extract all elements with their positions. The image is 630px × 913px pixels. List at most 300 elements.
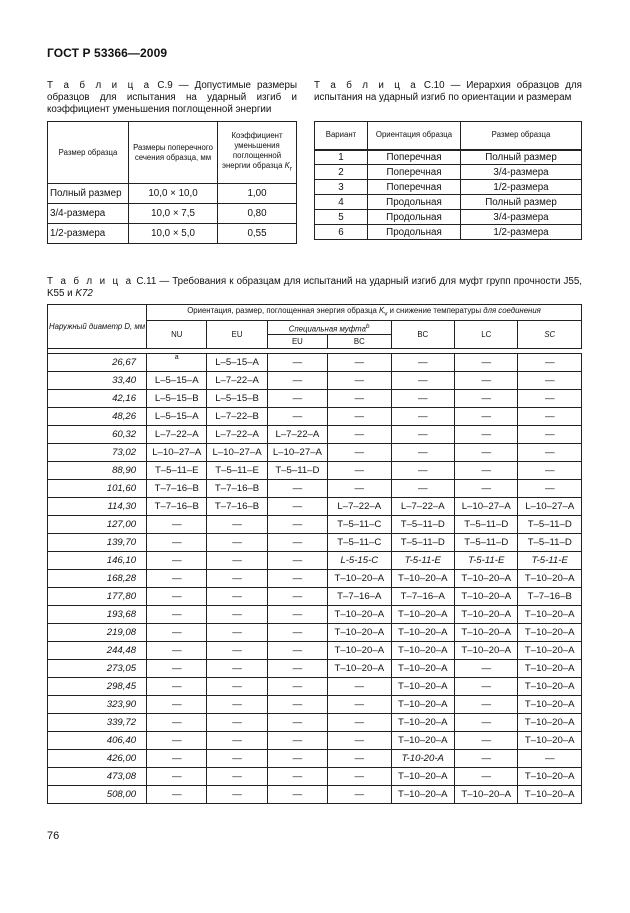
table-c11-row — [48, 696, 582, 714]
table-c11-row-cell: — — [455, 714, 518, 732]
table-c11-row-cell: T–10–20–A — [518, 660, 582, 678]
table-c11-row-cell: 339,72 — [48, 714, 147, 732]
table-c10-row-cell: 3 — [315, 180, 368, 195]
table-c11-row-cell: T–5–11–E — [147, 462, 207, 480]
table-c11-row-cell: 42,16 — [48, 390, 147, 408]
table-c11-row-cell: — — [391, 444, 454, 462]
table-c11-row-cell: — — [328, 786, 391, 804]
table-c9-row-cell: 1/2-размера — [48, 224, 129, 244]
table-c11-row-cell: T–10–20–A — [391, 786, 454, 804]
table-c11-row-cell: 146,10 — [48, 552, 147, 570]
table-c11-row-cell: T–10–20–A — [455, 570, 518, 588]
table-c11-row — [48, 552, 582, 570]
table-c11-row-cell: T–10–20–A — [455, 588, 518, 606]
table-c11-row-cell: 127,00 — [48, 516, 147, 534]
table-c11-row-cell: 219,08 — [48, 624, 147, 642]
table-c11-row-cell: — — [207, 534, 267, 552]
table-c11-row-cell: 101,60 — [48, 480, 147, 498]
table-c11-row-cell: — — [455, 678, 518, 696]
table-c11-row-cell: — — [328, 444, 391, 462]
table-c11-row-cell: — — [328, 408, 391, 426]
table-c11-row-cell: 298,45 — [48, 678, 147, 696]
table-c11-row-cell: — — [147, 786, 207, 804]
table-c11-row-cell: — — [267, 570, 327, 588]
table-c11-row-cell: T–7–16–B — [207, 480, 267, 498]
table-c11-row-cell: — — [518, 408, 582, 426]
table-c11-row-cell: — — [328, 714, 391, 732]
table-c11-head-group-c: для соединения — [483, 306, 541, 316]
table-c10-row-cell: 4 — [315, 195, 368, 210]
table-c11-row-cell: T–10–20–A — [328, 642, 391, 660]
table-c11-row-cell: T–10–20–A — [391, 678, 454, 696]
table-c11-row-cell: T–10–20–A — [455, 786, 518, 804]
table-c11-row-cell: — — [455, 462, 518, 480]
table-c11-row-cell: T–5–11–D — [267, 462, 327, 480]
table-c10-row — [315, 210, 582, 225]
table-c11-row-cell: — — [518, 480, 582, 498]
table-c11-head-sc: SC — [518, 321, 582, 349]
table-c11-row-cell: 88,90 — [48, 462, 147, 480]
table-c11-head-bc: BC — [391, 321, 454, 349]
table-c11-row-cell: — — [518, 462, 582, 480]
table-c10-row-cell: Полный размер — [461, 195, 582, 210]
table-c11-row-cell: 406,40 — [48, 732, 147, 750]
table-c11-row — [48, 624, 582, 642]
table-c10-caption-text: С.10 — Иерархия образцов для испытания на ударный изгиб по ориентации и размерам — [314, 80, 582, 103]
table-c11-row-cell: — — [267, 768, 327, 786]
table-c11-row-cell: — — [328, 354, 391, 372]
table-c11-row-cell: T–10–20–A — [518, 714, 582, 732]
table-c11-row-cell: — — [391, 426, 454, 444]
table-c11-row-cell: 60,32 — [48, 426, 147, 444]
table-c11-row-cell: — — [147, 642, 207, 660]
table-c9-head-section: Размеры поперечного сечения образца, мм — [129, 122, 218, 184]
table-c10-row-cell: Продольная — [368, 225, 461, 240]
table-c11-row-cell: T–5–11–D — [455, 534, 518, 552]
table-c11-row-cell: — — [147, 570, 207, 588]
table-c11-row-cell: — — [267, 372, 327, 390]
table-c10-row-cell: Продольная — [368, 210, 461, 225]
table-c11-row-cell: 508,00 — [48, 786, 147, 804]
table-c9-row-cell: 10,0 × 7,5 — [129, 204, 218, 224]
table-c11-row-cell: — — [455, 390, 518, 408]
table-c11-row-cell: T–10–20–A — [391, 660, 454, 678]
table-c11-row-cell: — — [267, 354, 327, 372]
table-c11-head-group-a: Ориентация, размер, поглощенная энергия образца — [187, 306, 377, 316]
table-c11-row — [48, 606, 582, 624]
table-c11-row-cell: 139,70 — [48, 534, 147, 552]
table-c11-row-cell: T–5–11–D — [391, 516, 454, 534]
table-c11-row-cell: L–7–22–A — [147, 426, 207, 444]
table-c11-row-cell: L–10–27–A — [518, 498, 582, 516]
table-c10-row-cell: 5 — [315, 210, 368, 225]
table-c11-row-cell: T–10–20–A — [391, 696, 454, 714]
table-c11-row-cell: — — [267, 408, 327, 426]
table-c11-head-special-eu: EU — [267, 335, 327, 349]
table-c11-caption-text: С.11 — Требования к образцам для испытаний на ударный изгиб для муфт групп прочности J55, K55 и — [47, 276, 582, 299]
table-c11-row-cell: — — [147, 696, 207, 714]
table-c11-row-cell: L–5–15–A — [147, 372, 207, 390]
table-c11-row-cell: L-5-15-C — [328, 552, 391, 570]
table-c11-row-cell: L–7–22–A — [207, 372, 267, 390]
table-c11-row-cell: T-10-20-A — [391, 750, 454, 768]
table-c11-row-cell: — — [328, 678, 391, 696]
table-c11-row-cell: — — [207, 552, 267, 570]
table-c11-row — [48, 714, 582, 732]
table-c11-head-group — [147, 305, 582, 321]
table-c11-row-cell: — — [328, 480, 391, 498]
table-c11-row-cell: — — [267, 714, 327, 732]
table-c11-row-cell: — — [207, 732, 267, 750]
table-c11-row-cell: — — [147, 624, 207, 642]
table-c11-row-cell: — — [391, 390, 454, 408]
table-c9-head-coef — [218, 122, 297, 184]
table-c11-row-cell: T–10–20–A — [391, 732, 454, 750]
table-c9-row — [48, 204, 297, 224]
table-c11-row — [48, 732, 582, 750]
table-c11-row — [48, 768, 582, 786]
table-c10-body — [315, 150, 582, 240]
table-c11-row-cell: — — [518, 354, 582, 372]
table-c11-row-cell: — — [207, 570, 267, 588]
table-c11-row-cell: — — [147, 678, 207, 696]
table-c11-caption — [47, 276, 582, 300]
table-c11-row-cell: — — [455, 750, 518, 768]
table-c11-row-cell: — — [207, 588, 267, 606]
table-c11-row-cell: T-5-11-E — [518, 552, 582, 570]
table-c11-row-cell: 426,00 — [48, 750, 147, 768]
table-c11-row-cell: T–10–20–A — [455, 642, 518, 660]
table-c10-head-orientation: Ориентация образца — [368, 122, 461, 150]
table-c11-body — [48, 354, 582, 804]
table-c11-row-cell: — — [455, 660, 518, 678]
document-header: ГОСТ Р 53366—2009 — [47, 46, 168, 60]
table-c11-row-cell: L–5–15–A — [207, 354, 267, 372]
table-c11-row-cell: L–7–22–A — [207, 426, 267, 444]
table-c11-row-cell: T–10–20–A — [391, 624, 454, 642]
table-c11-row-cell: L–5–15–B — [207, 390, 267, 408]
table-c11-row — [48, 498, 582, 516]
table-c11-row-cell: — — [207, 696, 267, 714]
table-c11-row-cell: 273,05 — [48, 660, 147, 678]
table-c11-head-special-sup: b — [365, 322, 370, 330]
table-c11-row-cell: T–7–16–B — [147, 480, 207, 498]
table-c11-row-cell: — — [147, 750, 207, 768]
table-c11-row-cell: — — [267, 732, 327, 750]
table-c9-label: Т а б л и ц а — [47, 80, 152, 91]
table-c11-row-cell: T–10–20–A — [518, 624, 582, 642]
table-c11-row-cell: — — [518, 372, 582, 390]
table-c11-row-cell: — — [147, 588, 207, 606]
table-c11-row — [48, 390, 582, 408]
table-c11-row — [48, 660, 582, 678]
table-c11-row-cell: — — [267, 534, 327, 552]
table-c10-row — [315, 195, 582, 210]
table-c11-row-cell: — — [455, 768, 518, 786]
table-c11-head-group-b: и снижение температуры — [389, 306, 482, 316]
table-c11-row-cell: T–10–20–A — [391, 768, 454, 786]
table-c9-row-cell: 3/4-размера — [48, 204, 129, 224]
table-c11-row-cell: — — [328, 372, 391, 390]
table-c11-row-cell: — — [147, 714, 207, 732]
table-c11-row — [48, 786, 582, 804]
table-c9-head-coef-sub: r — [289, 165, 292, 173]
table-c9 — [47, 121, 297, 244]
table-c11-row-cell: L–7–22–A — [391, 498, 454, 516]
table-c11-row — [48, 678, 582, 696]
table-c11-row-cell: T–10–20–A — [455, 624, 518, 642]
table-c11-row-cell: — — [518, 444, 582, 462]
table-c10-label: Т а б л и ц а — [314, 80, 418, 91]
table-c11-row-cell: — — [207, 516, 267, 534]
table-c11-row-cell: 244,48 — [48, 642, 147, 660]
table-c11-row-cell: T–10–20–A — [328, 660, 391, 678]
table-c11-row-cell: T–10–20–A — [518, 606, 582, 624]
table-c11-row-cell: L–7–22–B — [207, 408, 267, 426]
table-c11-row-cell: T–10–20–A — [391, 642, 454, 660]
table-c11-row — [48, 354, 582, 372]
table-c11-row-cell: T–5–11–D — [455, 516, 518, 534]
table-c11-row — [48, 408, 582, 426]
table-c11-row-cell: — — [267, 696, 327, 714]
table-c11-row-cell: L–5–15–A — [147, 408, 207, 426]
table-c10-row-cell: Поперечная — [368, 180, 461, 195]
table-c11-row-cell: T–10–20–A — [518, 732, 582, 750]
table-c11-row-cell: 323,90 — [48, 696, 147, 714]
table-c11-row-cell: — — [455, 480, 518, 498]
table-c11-row-cell: — — [391, 480, 454, 498]
table-c11-row-cell: — — [267, 660, 327, 678]
table-c11-row-cell: — — [207, 642, 267, 660]
table-c9-head-size: Размер образца — [48, 122, 129, 184]
table-c11-row-cell: T–10–20–A — [391, 570, 454, 588]
table-c11-row-cell: T–10–20–A — [518, 678, 582, 696]
table-c11-row-cell: — — [391, 372, 454, 390]
table-c9-head-coef-symbol: K — [284, 160, 290, 170]
table-c11-row — [48, 426, 582, 444]
table-c11-row-cell: — — [267, 516, 327, 534]
table-c10-row — [315, 180, 582, 195]
table-c10-row — [315, 225, 582, 240]
table-c11-row-cell: L–10–27–A — [267, 444, 327, 462]
table-c11 — [47, 304, 582, 804]
table-c11-row-cell: L–10–27–A — [147, 444, 207, 462]
table-c11-row-cell: — — [328, 768, 391, 786]
table-c11-row-cell: — — [207, 660, 267, 678]
table-c10-row-cell: Полный размер — [461, 150, 582, 165]
table-c11-head-lc: LC — [455, 321, 518, 349]
table-c9-head-coef-text: Коэффициент уменьшения поглощенной энергии образца — [222, 130, 283, 170]
table-c9-row-cell: 10,0 × 10,0 — [129, 184, 218, 204]
table-c11-row-cell: T–10–20–A — [328, 570, 391, 588]
table-c11-row-cell: — — [267, 390, 327, 408]
table-c11-row-cell: T–10–20–A — [518, 768, 582, 786]
table-c11-row-cell: 26,67 — [48, 354, 147, 372]
table-c11-row — [48, 372, 582, 390]
table-c11-row-cell: T–5–11–C — [328, 534, 391, 552]
table-c11-row-cell: — — [267, 498, 327, 516]
table-c11-row-cell: — — [207, 768, 267, 786]
table-c11-caption-end: K72 — [75, 288, 93, 299]
table-c11-row-cell: — — [518, 426, 582, 444]
table-c11-row-cell: — — [518, 750, 582, 768]
table-c10-head-size: Размер образца — [461, 122, 582, 150]
table-c11-row-cell: — — [147, 606, 207, 624]
table-c11-row-cell: — — [207, 786, 267, 804]
table-c11-row-cell: 33,40 — [48, 372, 147, 390]
table-c11-head-special-text: Специальная муфта — [288, 324, 366, 334]
table-c11-row-cell: T–5–11–C — [328, 516, 391, 534]
table-c11-head-special — [267, 321, 391, 335]
table-c11-row-cell: L–7–22–A — [267, 426, 327, 444]
table-c10-head-variant: Вариант — [315, 122, 368, 150]
table-c11-row-cell: T–10–20–A — [391, 606, 454, 624]
table-c11-row-cell: 48,26 — [48, 408, 147, 426]
table-c11-row — [48, 444, 582, 462]
table-c11-row-cell: T–10–20–A — [391, 714, 454, 732]
table-c11-row — [48, 570, 582, 588]
table-c11-row-cell: — — [518, 390, 582, 408]
table-c11-row-cell: T–10–20–A — [455, 606, 518, 624]
table-c11-head-nu: NU — [147, 321, 207, 349]
table-c11-row-cell: — — [328, 696, 391, 714]
table-c10-row-cell: 1/2-размера — [461, 225, 582, 240]
table-c11-head-group-k: K — [379, 306, 385, 316]
page-number: 76 — [47, 830, 60, 842]
table-c10-row-cell: Поперечная — [368, 165, 461, 180]
table-c10-row — [315, 150, 582, 165]
table-c10-row-cell: Продольная — [368, 195, 461, 210]
table-c11-row-cell: — — [267, 606, 327, 624]
table-c11-row-cell: — — [328, 390, 391, 408]
table-c11-row-cell: — — [147, 732, 207, 750]
table-c11-row-cell: — — [391, 408, 454, 426]
table-c9-row-cell: 1,00 — [218, 184, 297, 204]
table-c11-head-diameter: Наружный диаметр D, мм — [48, 305, 147, 349]
table-c11-label: Т а б л и ц а — [47, 276, 134, 287]
table-c11-row-cell: — — [147, 534, 207, 552]
table-c11-head-eu: EU — [207, 321, 267, 349]
table-c11-row-cell: T–10–20–A — [518, 696, 582, 714]
table-c11-row-cell: 168,28 — [48, 570, 147, 588]
table-c11-row-cell: — — [267, 480, 327, 498]
table-c11-head-group-sub: v — [384, 310, 388, 318]
table-c11-row-cell: T-5-11-E — [455, 552, 518, 570]
table-c11-head-special-bc: BC — [328, 335, 391, 349]
table-c11-row-cell: — — [328, 426, 391, 444]
table-c11-row-cell: — — [147, 660, 207, 678]
table-c9-caption — [47, 80, 297, 116]
table-c11-row-cell: — — [147, 516, 207, 534]
table-c11-row-cell: — — [267, 678, 327, 696]
table-c9-caption-text: С.9 — Допустимые размеры образцов для испытания на ударный изгиб и коэффициент уменьшения поглощенной энергии — [47, 80, 297, 115]
table-c11-row-cell: L–10–27–A — [207, 444, 267, 462]
table-c11-row-cell: — — [328, 732, 391, 750]
table-c11-row-cell: — — [455, 732, 518, 750]
table-c11-row-cell: — — [267, 750, 327, 768]
table-c11-row-cell: T–10–20–A — [328, 624, 391, 642]
table-c9-row-cell: 10,0 × 5,0 — [129, 224, 218, 244]
table-c11-row-cell: 73,02 — [48, 444, 147, 462]
table-c11-row — [48, 642, 582, 660]
table-c11-row-cell: T–5–11–D — [518, 534, 582, 552]
table-c10-row-cell: 3/4-размера — [461, 165, 582, 180]
table-c11-row-cell: — — [267, 552, 327, 570]
table-c11-row-cell: — — [207, 678, 267, 696]
table-c11-row-cell: — — [391, 462, 454, 480]
table-c9-row-cell: 0,80 — [218, 204, 297, 224]
table-c11-row-cell: — — [455, 354, 518, 372]
table-c11-row-cell: — — [391, 354, 454, 372]
table-c11-row-cell: 193,68 — [48, 606, 147, 624]
table-c11-row-cell: — — [455, 426, 518, 444]
table-c11-row-cell: T–7–16–A — [328, 588, 391, 606]
table-c11-row — [48, 750, 582, 768]
table-c10-row — [315, 165, 582, 180]
table-c11-row-cell: — — [267, 786, 327, 804]
table-c11-row-cell: T–5–11–E — [207, 462, 267, 480]
table-c11-row-cell: — — [455, 372, 518, 390]
table-c9-body — [48, 184, 297, 244]
table-c10-row-cell: 2 — [315, 165, 368, 180]
table-c11-row-cell: T–7–16–B — [518, 588, 582, 606]
table-c11-row-cell: — — [147, 552, 207, 570]
table-c10-caption — [314, 80, 582, 104]
table-c11-row-cell: T–5–11–D — [391, 534, 454, 552]
table-c11-row-cell: T–7–16–A — [391, 588, 454, 606]
table-c10 — [314, 121, 582, 240]
table-c11-row-cell: — — [267, 642, 327, 660]
table-c11-row-cell: T–7–16–B — [207, 498, 267, 516]
table-c11-row — [48, 480, 582, 498]
table-c9-row — [48, 224, 297, 244]
table-c11-row — [48, 534, 582, 552]
table-c11-row-cell: L–7–22–A — [328, 498, 391, 516]
table-c11-row-cell: — — [328, 462, 391, 480]
table-c11-row-cell: T–7–16–B — [147, 498, 207, 516]
table-c11-row-cell: — — [207, 750, 267, 768]
table-c11-row-cell: — — [455, 696, 518, 714]
table-c11-row-cell: 473,08 — [48, 768, 147, 786]
table-c11-row-cell: T-5-11-E — [391, 552, 454, 570]
table-c11-row-cell: T–10–20–A — [518, 786, 582, 804]
table-c9-row — [48, 184, 297, 204]
table-c11-row — [48, 516, 582, 534]
table-c10-row-cell: Поперечная — [368, 150, 461, 165]
table-c10-row-cell: 1/2-размера — [461, 180, 582, 195]
table-c11-row-cell: T–5–11–D — [518, 516, 582, 534]
table-c11-row-cell: T–10–20–A — [518, 570, 582, 588]
table-c11-row-cell: — — [207, 606, 267, 624]
table-c11-row-cell: T–10–20–A — [518, 642, 582, 660]
table-c11-row-cell: — — [207, 714, 267, 732]
table-c11-row-cell: — — [207, 624, 267, 642]
table-c11-row — [48, 588, 582, 606]
table-c9-row-cell: Полный размер — [48, 184, 129, 204]
table-c11-row-cell: — — [328, 750, 391, 768]
table-c11-row-cell: 114,30 — [48, 498, 147, 516]
table-c11-row — [48, 462, 582, 480]
table-c11-row-cell: 177,80 — [48, 588, 147, 606]
table-c11-row-cell: — — [267, 588, 327, 606]
table-c10-row-cell: 3/4-размера — [461, 210, 582, 225]
table-c11-row-cell: L–5–15–B — [147, 390, 207, 408]
table-c11-row-cell: — — [455, 444, 518, 462]
table-c10-row-cell: 6 — [315, 225, 368, 240]
table-c11-row-cell: L–10–27–A — [455, 498, 518, 516]
table-c11-row-cell: — — [455, 408, 518, 426]
table-c11-row-cell: — — [267, 624, 327, 642]
